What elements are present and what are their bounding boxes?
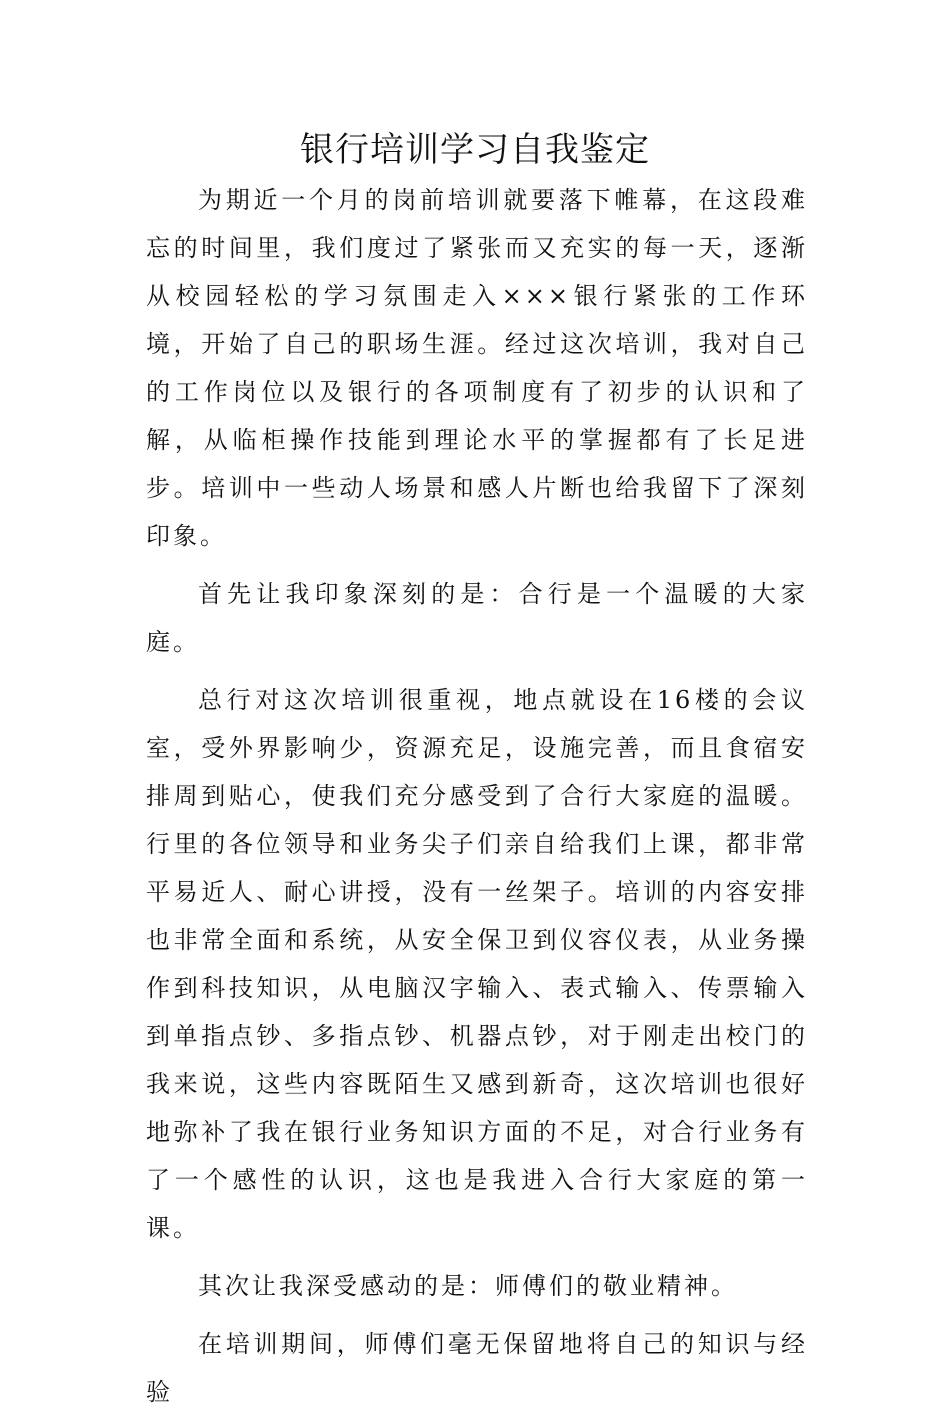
paragraph-heading-2: 其次让我深受感动的是：师傅们的敬业精神。 [198,1272,738,1300]
paragraph-gap [146,1310,808,1320]
paragraph-heading-1: 首先让我印象深刻的是：合行是一个温暖的大家庭。 [146,580,808,656]
document-title: 银行培训学习自我鉴定 [300,130,650,170]
paragraph-body-2: 在培训期间，师傅们毫无保留地将自己的知识与经验 [146,1330,808,1406]
document-body [146,176,808,1416]
paragraph-gap [146,560,808,570]
paragraph-gap [146,1252,808,1262]
paragraph-body-1: 总行对这次培训很重视，地点就设在16楼的会议室，受外界影响少，资源充足，设施完善，而且食宿安排周到贴心，使我们充分感受到了合行大家庭的温暖。行里的各位领导和业务尖子们亲自给我们上课，都非常平易近人、耐心讲授，没有一丝架子。培训的内容安排也非常全面和系统，从安全保卫到仪容仪表，从业务操作到科技知识，从电脑汉字输入、表式输入、传票输入到单指点钞、多指点钞、机器点钞，对于刚走出校门的我来说，这些内容既陌生又感到新奇，这次培训也很好地弥补了我在银行业务知识方面的不足，对合行业务有了一个感性的认识，这也是我进入合行大家庭的第一课。 [146,686,808,1242]
paragraph-intro: 为期近一个月的岗前培训就要落下帷幕，在这段难忘的时间里，我们度过了紧张而又充实的每一天，逐渐从校园轻松的学习氛围走入×××银行紧张的工作环境，开始了自己的职场生涯。经过这次培训，我对自己的工作岗位以及银行的各项制度有了初步的认识和了解，从临柜操作技能到理论水平的掌握都有了长足进步。培训中一些动人场景和感人片断也给我留下了深刻印象。 [146,186,808,550]
paragraph-gap [146,666,808,676]
